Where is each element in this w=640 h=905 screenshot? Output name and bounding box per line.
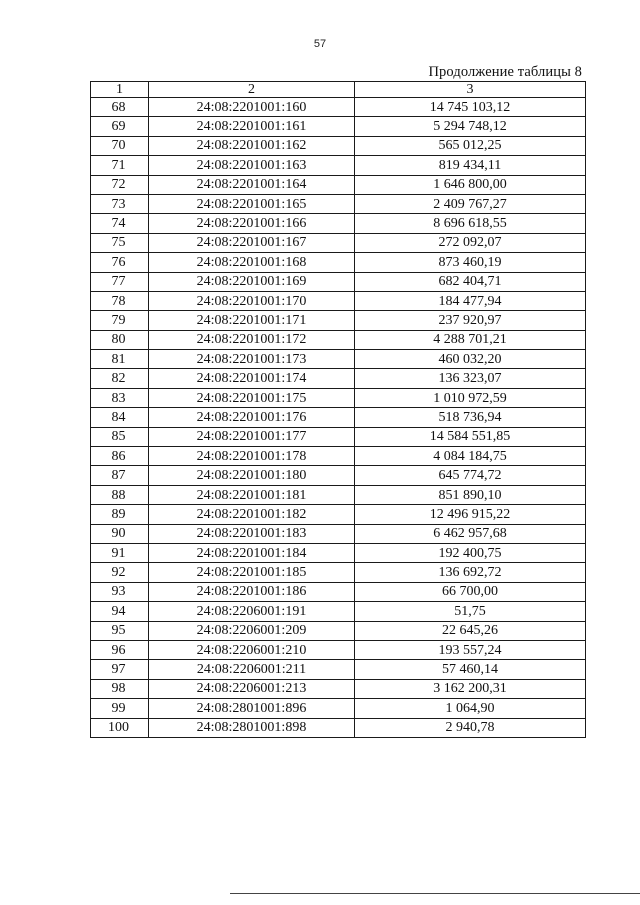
- value-cell: 1 064,90: [355, 699, 586, 718]
- row-number-cell: 72: [91, 175, 149, 194]
- table-row: [91, 350, 586, 369]
- value-cell: 192 400,75: [355, 543, 586, 562]
- table-row: [91, 660, 586, 679]
- value-cell: 136 692,72: [355, 563, 586, 582]
- table-row: [91, 233, 586, 252]
- cadastral-number-cell: 24:08:2201001:168: [149, 253, 355, 272]
- cadastral-number-cell: 24:08:2201001:169: [149, 272, 355, 291]
- table-row: [91, 427, 586, 446]
- column-header-3: 3: [355, 82, 586, 98]
- table-row: [91, 175, 586, 194]
- table-row: [91, 388, 586, 407]
- cadastral-number-cell: 24:08:2201001:180: [149, 466, 355, 485]
- table-row: [91, 582, 586, 601]
- cadastral-number-cell: 24:08:2201001:172: [149, 330, 355, 349]
- value-cell: 565 012,25: [355, 136, 586, 155]
- cadastral-number-cell: 24:08:2201001:167: [149, 233, 355, 252]
- value-cell: 819 434,11: [355, 156, 586, 175]
- table-row: [91, 524, 586, 543]
- value-cell: 51,75: [355, 602, 586, 621]
- cadastral-number-cell: 24:08:2801001:898: [149, 718, 355, 737]
- column-header-1: 1: [91, 82, 149, 98]
- cadastral-number-cell: 24:08:2201001:166: [149, 214, 355, 233]
- row-number-cell: 73: [91, 194, 149, 213]
- row-number-cell: 78: [91, 291, 149, 310]
- cadastral-number-cell: 24:08:2206001:210: [149, 640, 355, 659]
- value-cell: 272 092,07: [355, 233, 586, 252]
- value-cell: 12 496 915,22: [355, 505, 586, 524]
- row-number-cell: 91: [91, 543, 149, 562]
- cadastral-number-cell: 24:08:2206001:211: [149, 660, 355, 679]
- value-cell: 6 462 957,68: [355, 524, 586, 543]
- row-number-cell: 96: [91, 640, 149, 659]
- table-row: [91, 485, 586, 504]
- table-continuation-label: Продолжение таблицы 8: [428, 64, 582, 80]
- row-number-cell: 85: [91, 427, 149, 446]
- value-cell: 193 557,24: [355, 640, 586, 659]
- row-number-cell: 97: [91, 660, 149, 679]
- cadastral-number-cell: 24:08:2201001:185: [149, 563, 355, 582]
- table-row: [91, 543, 586, 562]
- row-number-cell: 71: [91, 156, 149, 175]
- value-cell: 22 645,26: [355, 621, 586, 640]
- cadastral-number-cell: 24:08:2201001:177: [149, 427, 355, 446]
- cadastral-number-cell: 24:08:2801001:896: [149, 699, 355, 718]
- value-cell: 460 032,20: [355, 350, 586, 369]
- table-row: [91, 98, 586, 117]
- value-cell: 645 774,72: [355, 466, 586, 485]
- table-row: [91, 214, 586, 233]
- row-number-cell: 74: [91, 214, 149, 233]
- cadastral-number-cell: 24:08:2201001:176: [149, 408, 355, 427]
- row-number-cell: 92: [91, 563, 149, 582]
- cadastral-number-cell: 24:08:2201001:184: [149, 543, 355, 562]
- cadastral-number-cell: 24:08:2206001:209: [149, 621, 355, 640]
- table-row: [91, 117, 586, 136]
- value-cell: 14 584 551,85: [355, 427, 586, 446]
- cadastral-number-cell: 24:08:2201001:164: [149, 175, 355, 194]
- value-cell: 2 409 767,27: [355, 194, 586, 213]
- row-number-cell: 99: [91, 699, 149, 718]
- row-number-cell: 68: [91, 98, 149, 117]
- cadastral-number-cell: 24:08:2206001:191: [149, 602, 355, 621]
- row-number-cell: 80: [91, 330, 149, 349]
- table-row: [91, 602, 586, 621]
- table-row: [91, 466, 586, 485]
- row-number-cell: 95: [91, 621, 149, 640]
- row-number-cell: 81: [91, 350, 149, 369]
- table-row: [91, 699, 586, 718]
- row-number-cell: 69: [91, 117, 149, 136]
- value-cell: 1 010 972,59: [355, 388, 586, 407]
- value-cell: 873 460,19: [355, 253, 586, 272]
- cadastral-number-cell: 24:08:2201001:160: [149, 98, 355, 117]
- value-cell: 3 162 200,31: [355, 679, 586, 698]
- value-cell: 66 700,00: [355, 582, 586, 601]
- value-cell: 5 294 748,12: [355, 117, 586, 136]
- value-cell: 14 745 103,12: [355, 98, 586, 117]
- table-row: [91, 408, 586, 427]
- table-row: [91, 563, 586, 582]
- value-cell: 851 890,10: [355, 485, 586, 504]
- row-number-cell: 83: [91, 388, 149, 407]
- table-row: [91, 311, 586, 330]
- value-cell: 518 736,94: [355, 408, 586, 427]
- table-row: [91, 291, 586, 310]
- cadastral-number-cell: 24:08:2206001:213: [149, 679, 355, 698]
- cadastral-number-cell: 24:08:2201001:161: [149, 117, 355, 136]
- table-row: [91, 679, 586, 698]
- table-row: [91, 640, 586, 659]
- value-cell: 8 696 618,55: [355, 214, 586, 233]
- data-table: [90, 81, 586, 738]
- table-row: [91, 272, 586, 291]
- table-header: [91, 82, 586, 98]
- row-number-cell: 82: [91, 369, 149, 388]
- value-cell: 57 460,14: [355, 660, 586, 679]
- cadastral-number-cell: 24:08:2201001:175: [149, 388, 355, 407]
- row-number-cell: 89: [91, 505, 149, 524]
- value-cell: 682 404,71: [355, 272, 586, 291]
- cadastral-number-cell: 24:08:2201001:173: [149, 350, 355, 369]
- row-number-cell: 93: [91, 582, 149, 601]
- cadastral-number-cell: 24:08:2201001:186: [149, 582, 355, 601]
- cadastral-number-cell: 24:08:2201001:170: [149, 291, 355, 310]
- table-header-row: [91, 82, 586, 98]
- value-cell: 2 940,78: [355, 718, 586, 737]
- value-cell: 237 920,97: [355, 311, 586, 330]
- row-number-cell: 77: [91, 272, 149, 291]
- row-number-cell: 79: [91, 311, 149, 330]
- row-number-cell: 88: [91, 485, 149, 504]
- table-row: [91, 505, 586, 524]
- table-body: [91, 98, 586, 738]
- table-row: [91, 330, 586, 349]
- cadastral-number-cell: 24:08:2201001:183: [149, 524, 355, 543]
- cadastral-number-cell: 24:08:2201001:165: [149, 194, 355, 213]
- table-row: [91, 369, 586, 388]
- value-cell: 1 646 800,00: [355, 175, 586, 194]
- row-number-cell: 90: [91, 524, 149, 543]
- cadastral-number-cell: 24:08:2201001:162: [149, 136, 355, 155]
- row-number-cell: 98: [91, 679, 149, 698]
- value-cell: 4 288 701,21: [355, 330, 586, 349]
- cadastral-number-cell: 24:08:2201001:178: [149, 447, 355, 466]
- row-number-cell: 94: [91, 602, 149, 621]
- row-number-cell: 70: [91, 136, 149, 155]
- table-row: [91, 156, 586, 175]
- table-row: [91, 718, 586, 737]
- table-row: [91, 253, 586, 272]
- row-number-cell: 76: [91, 253, 149, 272]
- cadastral-number-cell: 24:08:2201001:171: [149, 311, 355, 330]
- row-number-cell: 86: [91, 447, 149, 466]
- cadastral-number-cell: 24:08:2201001:182: [149, 505, 355, 524]
- table-row: [91, 136, 586, 155]
- value-cell: 136 323,07: [355, 369, 586, 388]
- value-cell: 184 477,94: [355, 291, 586, 310]
- table-row: [91, 194, 586, 213]
- row-number-cell: 84: [91, 408, 149, 427]
- cadastral-number-cell: 24:08:2201001:174: [149, 369, 355, 388]
- page-number: 57: [313, 38, 327, 50]
- footer-divider: [230, 893, 640, 894]
- row-number-cell: 75: [91, 233, 149, 252]
- table-row: [91, 447, 586, 466]
- cadastral-number-cell: 24:08:2201001:181: [149, 485, 355, 504]
- table-row: [91, 621, 586, 640]
- column-header-2: 2: [149, 82, 355, 98]
- cadastral-number-cell: 24:08:2201001:163: [149, 156, 355, 175]
- row-number-cell: 100: [91, 718, 149, 737]
- row-number-cell: 87: [91, 466, 149, 485]
- value-cell: 4 084 184,75: [355, 447, 586, 466]
